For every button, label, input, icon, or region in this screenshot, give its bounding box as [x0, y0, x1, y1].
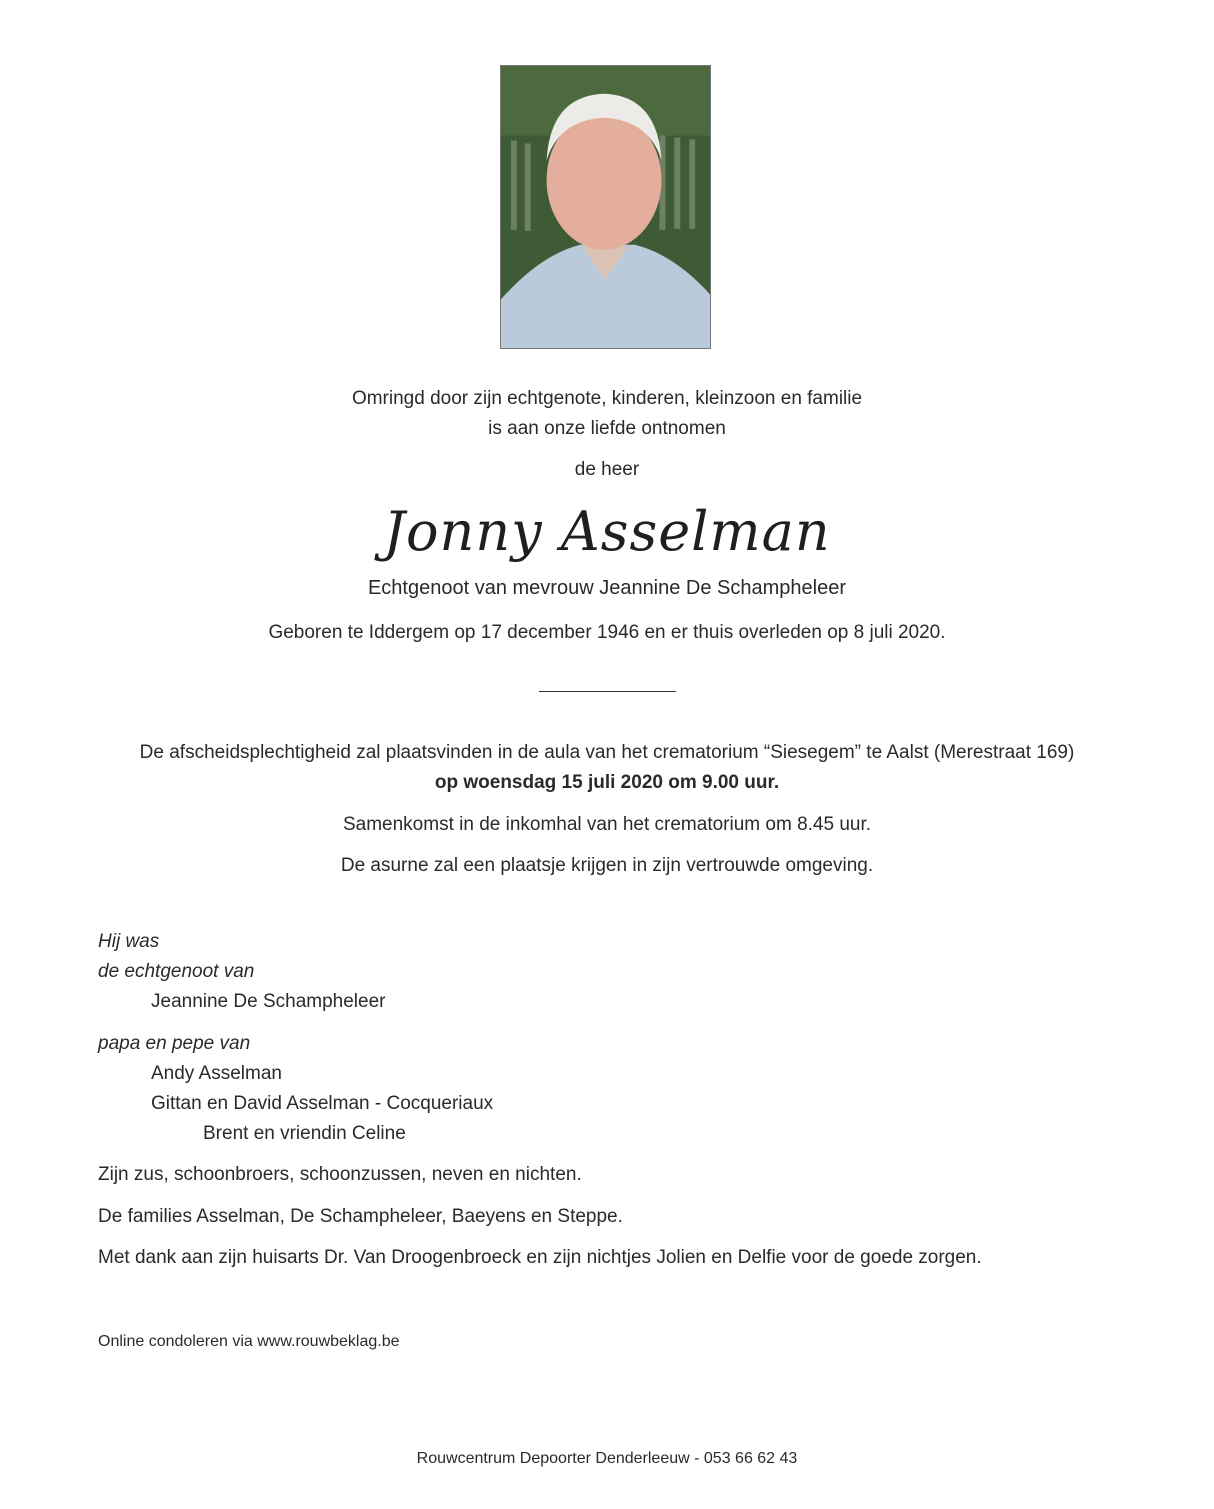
footer-contact: Rouwcentrum Depoorter Denderleeuw - 053 66 62 43: [416, 1450, 798, 1467]
child-1: Andy Asselman: [151, 1063, 282, 1084]
deceased-name: Jonny Asselman: [383, 500, 831, 563]
intro-line-2: is aan onze liefde ontnomen: [488, 418, 726, 439]
urn-line: De asurne zal een plaatsje krijgen in zijn vertrouwde omgeving.: [340, 855, 874, 876]
ceremony-line-1: De afscheidsplechtigheid zal plaatsvinden in de aula van het crematorium “Siesegem” te Aalst (Merestraat 169): [139, 742, 1075, 763]
family-heading-1: Hij was: [98, 931, 160, 952]
honorific: de heer: [574, 459, 640, 480]
online-condolence: Online condoleren via www.rouwbeklag.be: [98, 1333, 400, 1350]
family-heading-2: de echtgenoot van: [98, 961, 255, 982]
spouse-line: Echtgenoot van mevrouw Jeannine De Schampheleer: [367, 577, 847, 599]
divider: [539, 691, 676, 692]
grandchild: Brent en vriendin Celine: [203, 1123, 406, 1144]
ceremony-date: op woensdag 15 juli 2020 om 9.00 uur.: [434, 772, 780, 793]
thanks-line: Met dank aan zijn huisarts Dr. Van Droogenbroeck en zijn nichtjes Jolien en Delfie voor de goede zorgen.: [98, 1247, 982, 1268]
dates-line: Geboren te Iddergem op 17 december 1946 en er thuis overleden op 8 juli 2020.: [268, 622, 946, 643]
child-2: Gittan en David Asselman - Cocqueriaux: [151, 1093, 494, 1114]
family-heading-3: papa en pepe van: [98, 1033, 251, 1054]
intro-line-1: Omringd door zijn echtgenote, kinderen, kleinzoon en familie: [351, 388, 863, 409]
spouse-name: Jeannine De Schampheleer: [151, 991, 386, 1012]
gathering-line: Samenkomst in de inkomhal van het crematorium om 8.45 uur.: [342, 814, 872, 835]
siblings-line: Zijn zus, schoonbroers, schoonzussen, neven en nichten.: [98, 1164, 582, 1185]
families-line: De families Asselman, De Schampheleer, Baeyens en Steppe.: [98, 1206, 623, 1227]
portrait-photo: [500, 65, 711, 349]
